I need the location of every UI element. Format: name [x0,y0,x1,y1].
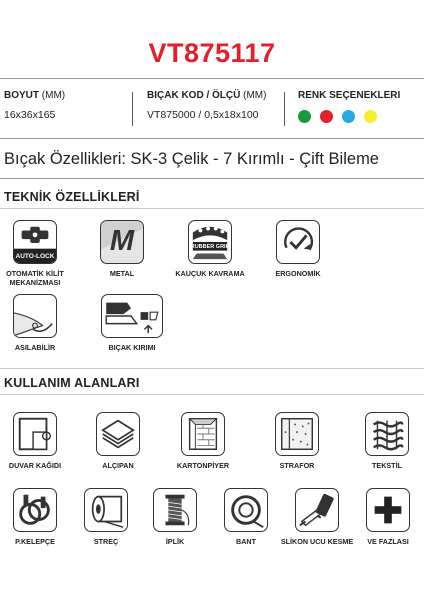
divider [0,368,424,369]
wallpaper-icon [13,412,57,456]
usage-clamp [0,488,75,547]
rubber-grip-icon [188,220,232,264]
color-swatch-green [298,110,311,123]
auto-lock-icon-text: AUTO-LOCK [15,253,55,260]
usage-tape [206,488,286,547]
usage-label: DUVAR KAĞIDI [8,461,62,470]
color-swatch-red [320,110,333,123]
usage-label: STREÇ [93,537,119,546]
feature-rubber-grip [170,220,250,279]
usage-heading: KULLANIM ALANLARI [4,376,140,390]
spec-separator [132,92,133,126]
usage-moulding [163,412,243,471]
color-options [298,110,386,128]
ergonomic-icon [276,220,320,264]
usage-label: SLİKON UCU KESME [280,537,354,546]
size-spec [4,90,65,121]
feature-label: ASILABİLİR [14,343,56,352]
feature-label: BIÇAK KIRIMI [108,343,156,352]
usage-label: STRAFOR [279,461,315,470]
divider [0,208,424,209]
blade-spec [147,90,266,121]
usage-stretch-film [66,488,146,547]
feature-metal [82,220,162,279]
feature-label: OTOMATİK KİLİT MEKANİZMASI [6,269,64,287]
blade-value: VT875000 / 0,5x18x100 [147,109,259,121]
plus-icon [366,488,410,532]
feature-label: ERGONOMİK [275,269,321,278]
usage-styrofoam [257,412,337,471]
blade-unit: (MM) [243,90,267,101]
feature-auto-lock [0,220,75,287]
divider [0,78,424,79]
usage-wallpaper [0,412,75,471]
usage-thread [135,488,215,547]
metal-icon-text: M [109,225,135,257]
divider [0,394,424,395]
styrofoam-icon [275,412,319,456]
silicone-tip-icon [295,488,339,532]
divider [0,138,424,139]
auto-lock-icon [13,220,57,264]
usage-silicone-tip [277,488,357,547]
usage-label: İPLİK [165,537,185,546]
spec-separator [284,92,285,126]
clamp-icon [13,488,57,532]
feature-label: METAL [109,269,135,278]
moulding-icon [181,412,225,456]
stretch-film-icon [84,488,128,532]
tape-icon [224,488,268,532]
blade-label: BIÇAK KOD / ÖLÇÜ [147,90,241,101]
usage-drywall [78,412,158,471]
feature-blade-snap [92,294,172,353]
feature-label: KAUÇUK KAVRAMA [175,269,245,278]
usage-label: BANT [236,537,256,546]
size-label: BOYUT [4,90,39,101]
product-code: VT875117 [148,38,276,68]
usage-label: TEKSTİL [372,461,402,470]
divider [0,178,424,179]
blade-features: Bıçak Özellikleri: SK-3 Çelik - 7 Kırımlı - Çift Bileme [4,150,379,168]
metal-icon [100,220,144,264]
usage-label: ALÇIPAN [102,461,134,470]
usage-and-more [348,488,424,547]
blade-snap-icon [101,294,163,338]
color-label: RENK SEÇENEKLERI [298,90,401,101]
color-spec [298,90,400,101]
thread-spool-icon [153,488,197,532]
usage-label: VE FAZLASI [367,537,409,546]
hang-icon [13,294,57,338]
rubber-grip-icon-text: RUBBER GRIP [190,244,230,250]
drywall-icon [96,412,140,456]
size-unit: (MM) [41,90,66,101]
color-swatch-yellow [364,110,377,123]
color-swatch-blue [342,110,355,123]
feature-hangable [0,294,75,353]
usage-textile [347,412,424,471]
size-value: 16x36x165 [4,109,56,121]
usage-label: P.KELEPÇE [15,537,55,546]
technical-heading: TEKNİK ÖZELLİKLERİ [4,190,140,204]
textile-icon [365,412,409,456]
usage-label: KARTONPİYER [176,461,230,470]
feature-ergonomic [258,220,338,279]
